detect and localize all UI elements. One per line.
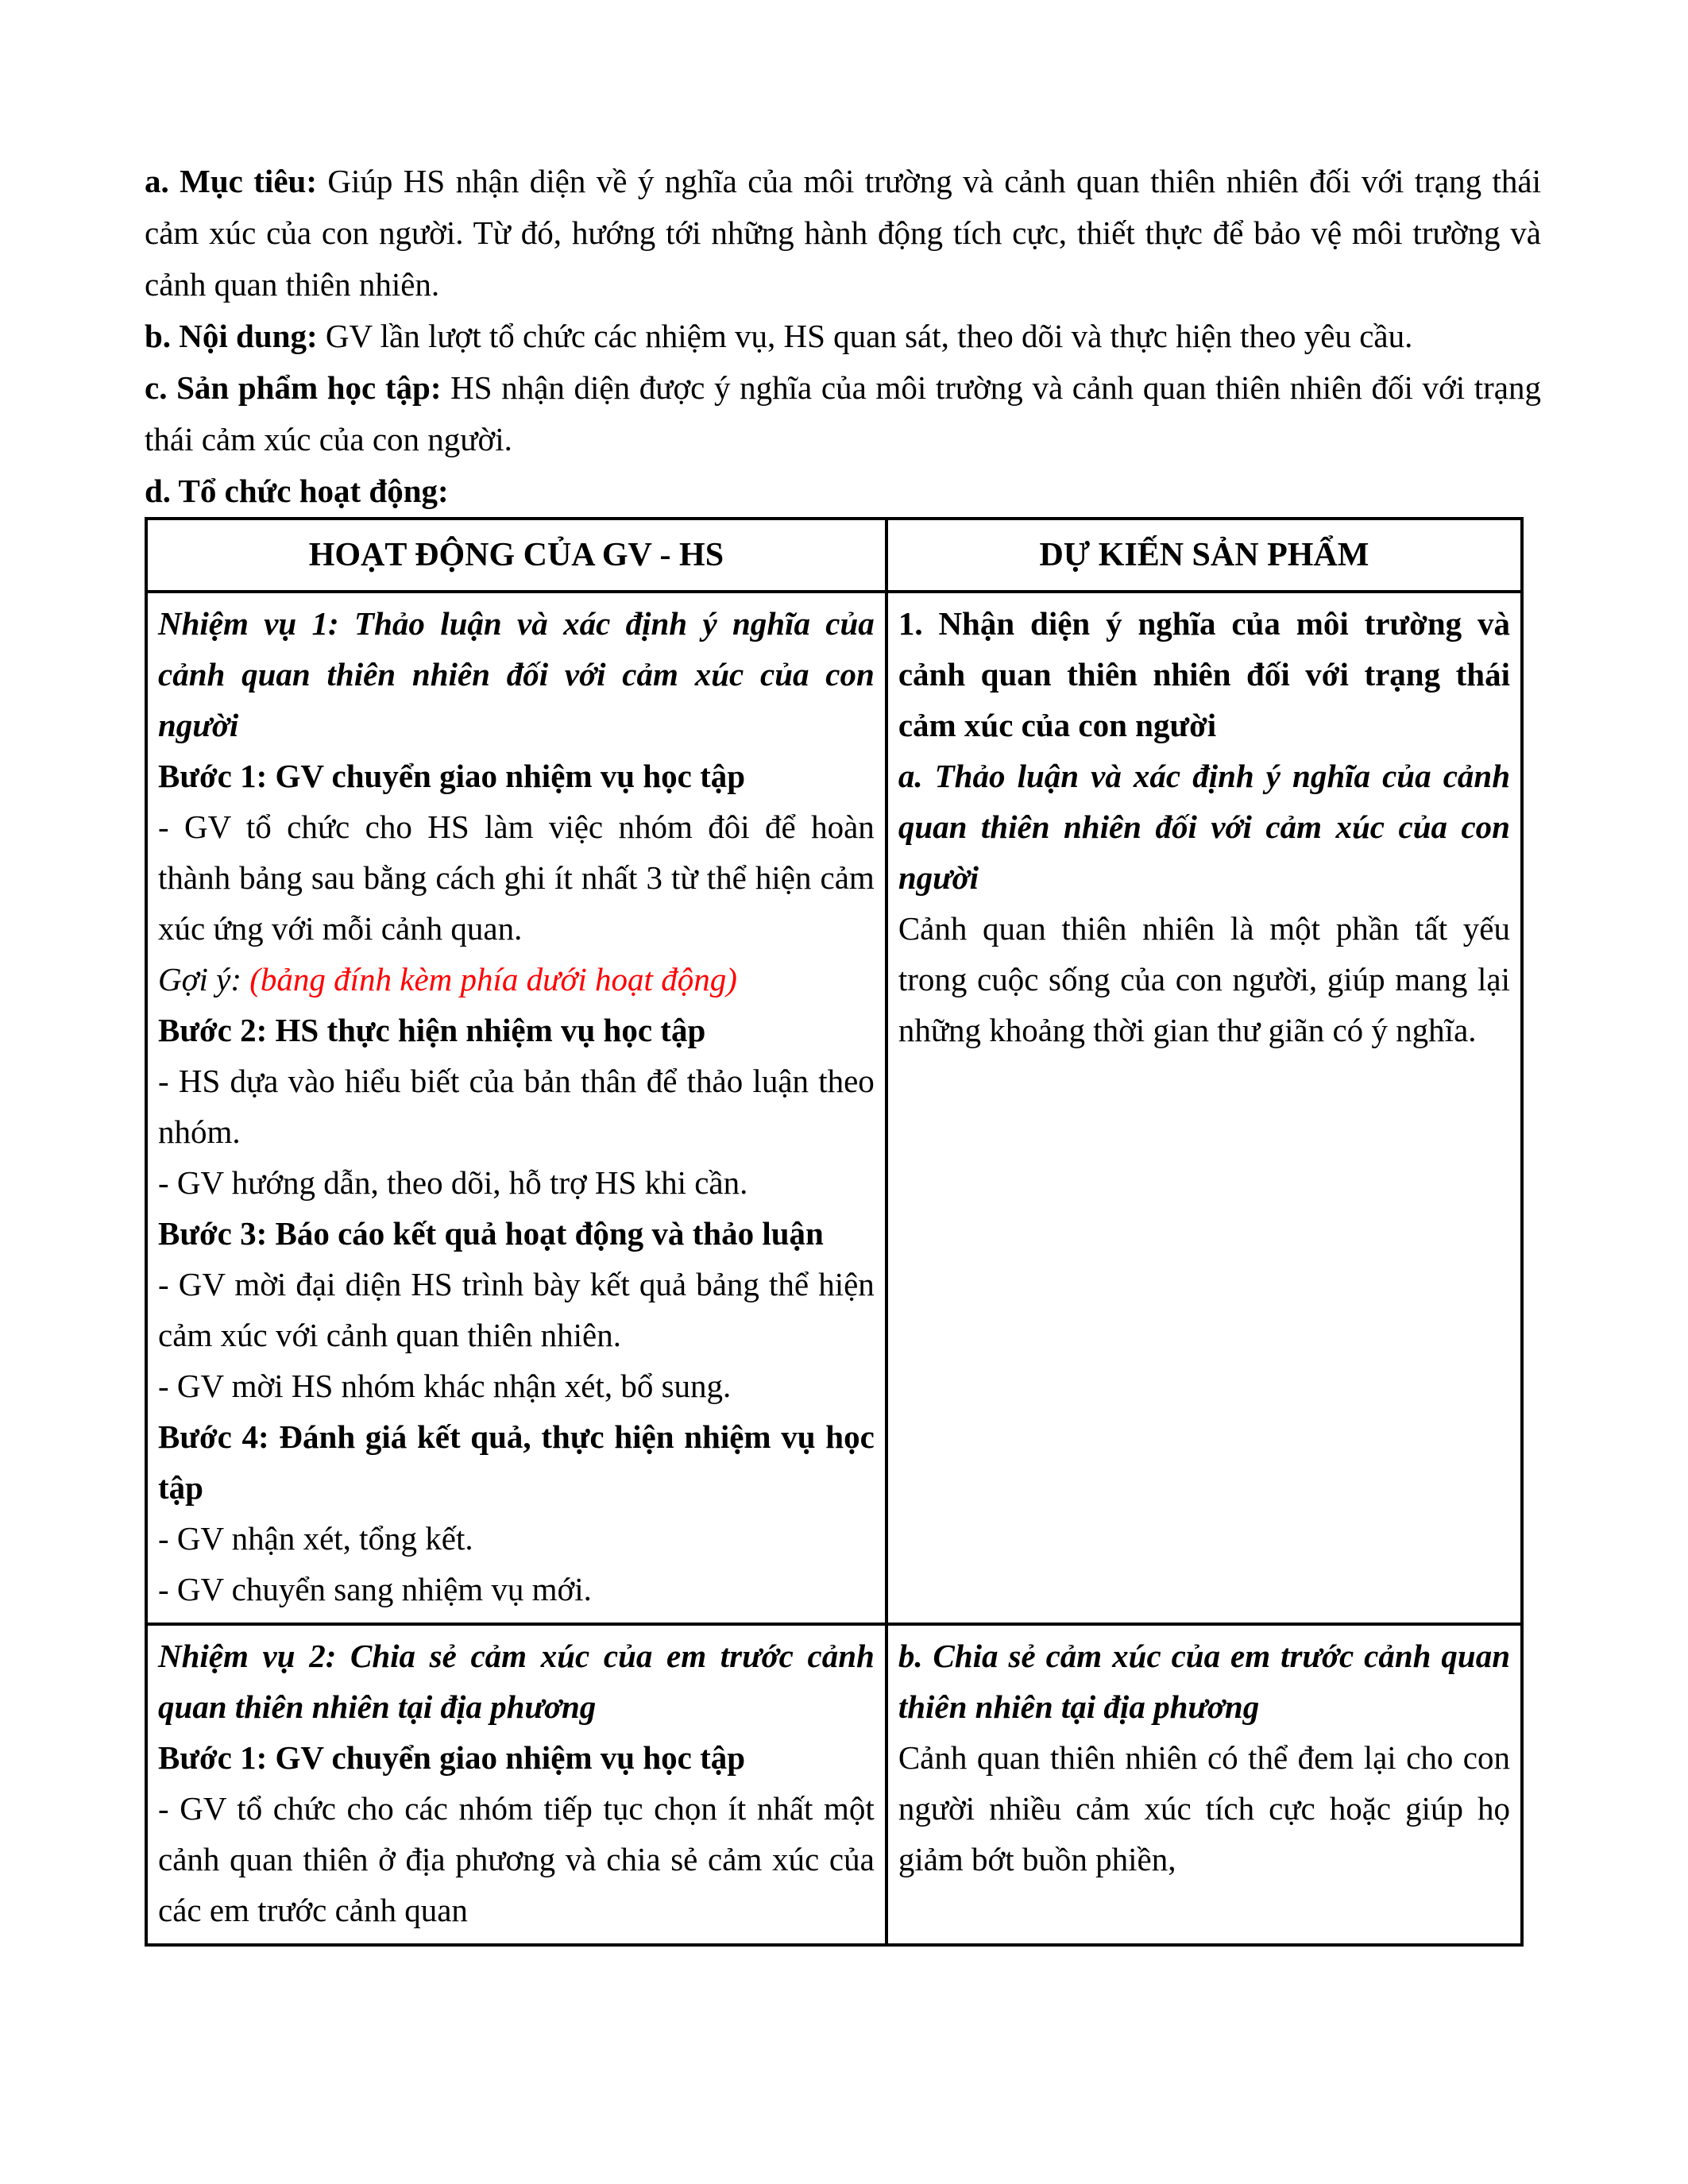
text-segment: Bước 4: Đánh giá kết quả, thực hiện nhiệm vụ học tập <box>158 1418 875 1506</box>
paragraph <box>158 1783 875 1935</box>
paragraph <box>898 903 1510 1055</box>
paragraph <box>158 1564 875 1615</box>
text-segment: b. Nội dung: <box>145 318 326 354</box>
paragraph <box>158 751 875 801</box>
paragraph <box>898 751 1510 903</box>
text-segment: HS nhận diện được ý nghĩa của môi trường và cảnh quan thiên nhiên đối với trạng thái cảm xúc của con người. <box>145 369 1542 457</box>
text-segment: - GV hướng dẫn, theo dõi, hỗ trợ HS khi cần. <box>158 1164 748 1201</box>
paragraph <box>158 1259 875 1360</box>
cell-task1-activities <box>146 592 886 1624</box>
text-segment: Bước 3: Báo cáo kết quả hoạt động và thảo luận <box>158 1215 824 1252</box>
table-header-row <box>146 519 1522 592</box>
table-header-du-kien-san-pham: DỰ KIẾN SẢN PHẨM <box>886 519 1522 592</box>
paragraph <box>158 1157 875 1208</box>
paragraph <box>158 1630 875 1732</box>
paragraph <box>145 362 1541 465</box>
cell-task1-expected-output <box>886 592 1522 1624</box>
table-header-gv-hs: HOẠT ĐỘNG CỦA GV - HS <box>146 519 886 592</box>
text-segment: a. Mục tiêu: <box>145 163 328 199</box>
text-segment: Bước 1: GV chuyển giao nhiệm vụ học tập <box>158 758 746 794</box>
text-segment: Cảnh quan thiên nhiên có thể đem lại cho con người nhiều cảm xúc tích cực hoặc giúp họ giảm bớt buồn phiền, <box>898 1739 1510 1877</box>
text-segment: - GV mời đại diện HS trình bày kết quả bảng thể hiện cảm xúc với cảnh quan thiên nhiên. <box>158 1266 875 1353</box>
text-segment: Gợi ý: <box>158 961 250 997</box>
table-row-task-2 <box>146 1624 1522 1945</box>
text-segment: 1. Nhận diện ý nghĩa của môi trường và cảnh quan thiên nhiên đối với trạng thái cảm xúc của con người <box>898 605 1510 743</box>
text-segment: Bước 1: GV chuyển giao nhiệm vụ học tập <box>158 1739 746 1776</box>
paragraph <box>158 1360 875 1411</box>
paragraph <box>145 311 1541 362</box>
cell-task2-activities <box>146 1624 886 1945</box>
text-segment: Nhiệm vụ 1: Thảo luận và xác định ý nghĩa của cảnh quan thiên nhiên đối với cảm xúc của con người <box>158 605 875 743</box>
paragraph <box>158 1513 875 1564</box>
text-segment: Giúp HS nhận diện về ý nghĩa của môi trường và cảnh quan thiên nhiên đối với trạng thái cảm xúc của con người. Từ đó, hướng tới những hành động tích cực, thiết thực để bảo vệ môi trường và cảnh quan thiên nhiên. <box>145 163 1541 303</box>
text-segment: a. Thảo luận và xác định ý nghĩa của cảnh quan thiên nhiên đối với cảm xúc của con người <box>898 758 1510 896</box>
intro-section <box>145 156 1541 517</box>
paragraph <box>145 465 1541 517</box>
cell-task2-expected-output <box>886 1624 1522 1945</box>
paragraph <box>898 1630 1510 1732</box>
text-segment: - GV tổ chức cho HS làm việc nhóm đôi để hoàn thành bảng sau bằng cách ghi ít nhất 3 từ thể hiện cảm xúc ứng với mỗi cảnh quan. <box>158 808 875 947</box>
text-segment: d. Tổ chức hoạt động: <box>145 473 449 509</box>
paragraph <box>898 598 1510 751</box>
text-segment: c. Sản phẩm học tập: <box>145 369 451 406</box>
text-segment: b. Chia sẻ cảm xúc của em trước cảnh quan thiên nhiên tại địa phương <box>898 1638 1510 1725</box>
text-segment: Bước 2: HS thực hiện nhiệm vụ học tập <box>158 1012 706 1048</box>
table-row-task-1 <box>146 592 1522 1624</box>
text-segment: GV lần lượt tổ chức các nhiệm vụ, HS quan sát, theo dõi và thực hiện theo yêu cầu. <box>325 318 1413 354</box>
text-segment: Cảnh quan thiên nhiên là một phần tất yếu trong cuộc sống của con người, giúp mang lại những khoảng thời gian thư giãn có ý nghĩa. <box>898 910 1510 1048</box>
text-segment: - GV nhận xét, tổng kết. <box>158 1520 473 1557</box>
activity-table <box>145 517 1524 1947</box>
paragraph <box>158 954 875 1005</box>
paragraph <box>158 1005 875 1055</box>
paragraph <box>158 1208 875 1259</box>
text-segment: - GV chuyển sang nhiệm vụ mới. <box>158 1571 592 1607</box>
paragraph <box>158 801 875 954</box>
paragraph <box>158 1732 875 1783</box>
text-segment: - HS dựa vào hiểu biết của bản thân để thảo luận theo nhóm. <box>158 1063 875 1150</box>
text-segment: - GV mời HS nhóm khác nhận xét, bổ sung. <box>158 1368 732 1404</box>
text-segment: Nhiệm vụ 2: Chia sẻ cảm xúc của em trước cảnh quan thiên nhiên tại địa phương <box>158 1638 875 1725</box>
paragraph <box>158 1055 875 1157</box>
paragraph <box>158 598 875 751</box>
paragraph <box>158 1411 875 1513</box>
text-segment: (bảng đính kèm phía dưới hoạt động) <box>249 961 737 997</box>
text-segment: - GV tổ chức cho các nhóm tiếp tục chọn ít nhất một cảnh quan thiên ở địa phương và chia sẻ cảm xúc của các em trước cảnh quan <box>158 1790 875 1928</box>
paragraph <box>145 156 1541 311</box>
paragraph <box>898 1732 1510 1885</box>
